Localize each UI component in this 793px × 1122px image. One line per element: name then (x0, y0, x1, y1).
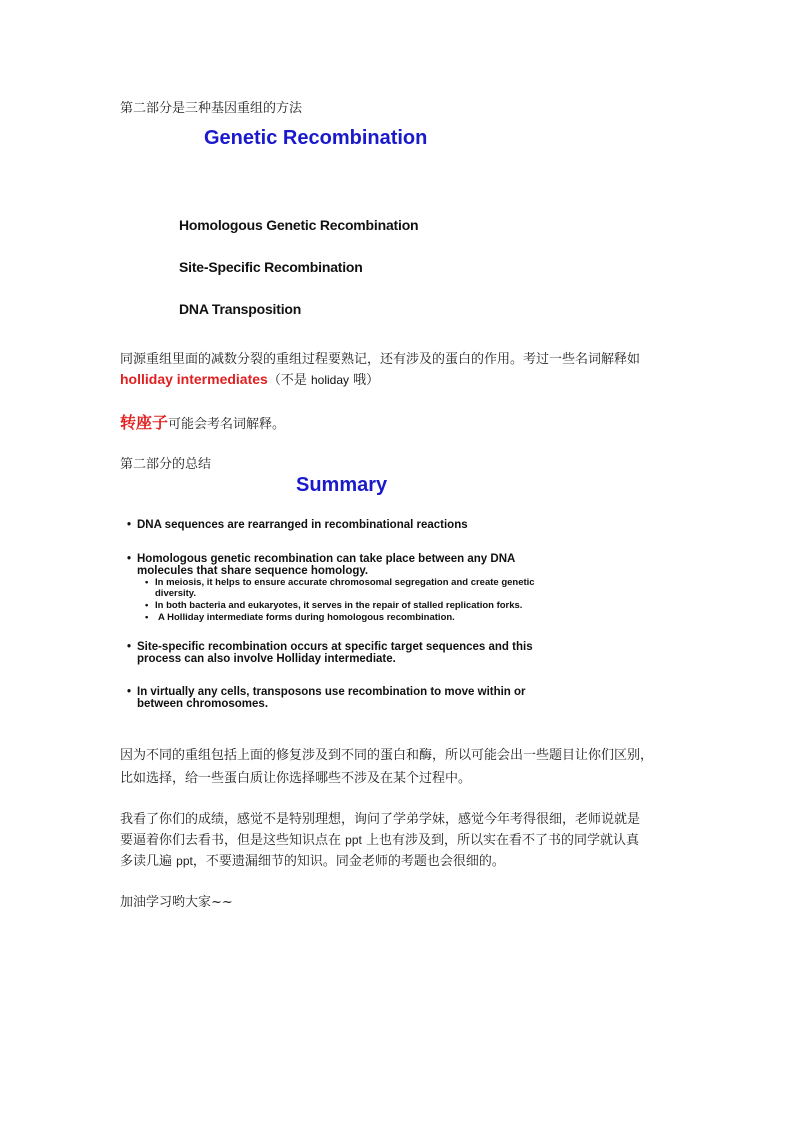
para3-line2: 比如选择，给一些蛋白质让你选择哪些不涉及在某个过程中。 (120, 771, 472, 786)
para4-line2 (120, 829, 639, 848)
holliday-term: holliday intermediates (120, 371, 268, 387)
bullet2-line1: Homologous genetic recombination can take place between any DNA (137, 553, 516, 565)
sub3-text: A Holliday intermediate forms during homologous recombination. (158, 612, 455, 623)
sub1-line2: diversity. (155, 588, 197, 599)
para3-line1: 因为不同的重组包括上面的修复涉及到不同的蛋白和酶，所以可能会出一些题目让你们区别， (120, 748, 654, 763)
summary-bullet-4 (127, 686, 526, 698)
bullet2-line2: molecules that share sequence homology. (137, 565, 369, 577)
holliday-note-open: （不是 (267, 373, 311, 388)
holliday-note-close: 哦） (349, 373, 380, 388)
sub-dot: • (145, 577, 149, 588)
bullet-dot: • (127, 641, 132, 653)
sub-dot: • (145, 600, 149, 611)
summary-intro-text: 第二部分的总结 (120, 457, 212, 472)
para4-line2b: 上也有涉及到，所以实在看不了书的同学就认真 (361, 833, 639, 848)
intro-text: 第二部分是三种基因重组的方法 (120, 101, 303, 116)
slide1-item-homologous: Homologous Genetic Recombination (179, 217, 419, 233)
slide1-item-transposition: DNA Transposition (179, 301, 302, 317)
bullet3-line1: Site-specific recombination occurs at specific target sequences and this (137, 641, 533, 653)
bullet3-line2: process can also involve Holliday intermediate. (137, 653, 396, 665)
transposon-term: 转座子 (120, 413, 169, 432)
ppt-word: ppt (345, 833, 362, 847)
summary-bullet-2 (127, 553, 515, 565)
closing-text: 加油学习哟大家~~ (120, 895, 233, 910)
summary-sub-2 (145, 601, 522, 612)
summary-bullet-1 (127, 519, 468, 531)
bullet-dot: • (127, 519, 132, 531)
bullet-dot: • (127, 686, 132, 698)
summary-bullet-3 (127, 641, 533, 653)
sub1-line1: In meiosis, it helps to ensure accurate chromosomal segregation and create genetic (155, 577, 535, 588)
paragraph-transposon-note (120, 410, 285, 433)
para1-line2 (120, 369, 379, 388)
para4-line3 (120, 850, 505, 869)
slide1-title: Genetic Recombination (204, 127, 428, 149)
slide1-item-site-specific: Site-Specific Recombination (179, 259, 363, 275)
bullet-dot: • (127, 553, 132, 565)
para4-line1: 我看了你们的成绩，感觉不是特别理想，询问了学弟学妹，感觉今年考得很细，老师说就是 (120, 812, 641, 827)
sub2-text: In both bacteria and eukaryotes, it serves in the repair of stalled replication forks. (155, 600, 523, 611)
slide2-title: Summary (296, 474, 388, 496)
para4-line2a: 要逼着你们去看书，但是这些知识点在 (120, 833, 346, 848)
para1-line1: 同源重组里面的减数分裂的重组过程要熟记，还有涉及的蛋白的作用。考过一些名词解释如 (120, 352, 641, 367)
summary-sub-3 (145, 613, 455, 624)
para4-line3a: 多读几遍 (120, 854, 177, 869)
transposon-rest: 可能会考名词解释。 (168, 417, 286, 432)
sub-dot: • (145, 612, 149, 623)
bullet4-line2: between chromosomes. (137, 698, 269, 710)
para4-line3b: ，不要遗漏细节的知识。同金老师的考题也会很细的。 (192, 854, 505, 869)
bullet4-line1: In virtually any cells, transposons use recombination to move within or (137, 686, 526, 698)
holliday-note-word: holiday (310, 373, 349, 387)
ppt-word: ppt (176, 854, 193, 868)
bullet1-text: DNA sequences are rearranged in recombinational reactions (137, 519, 468, 531)
summary-sub-1 (145, 578, 535, 589)
